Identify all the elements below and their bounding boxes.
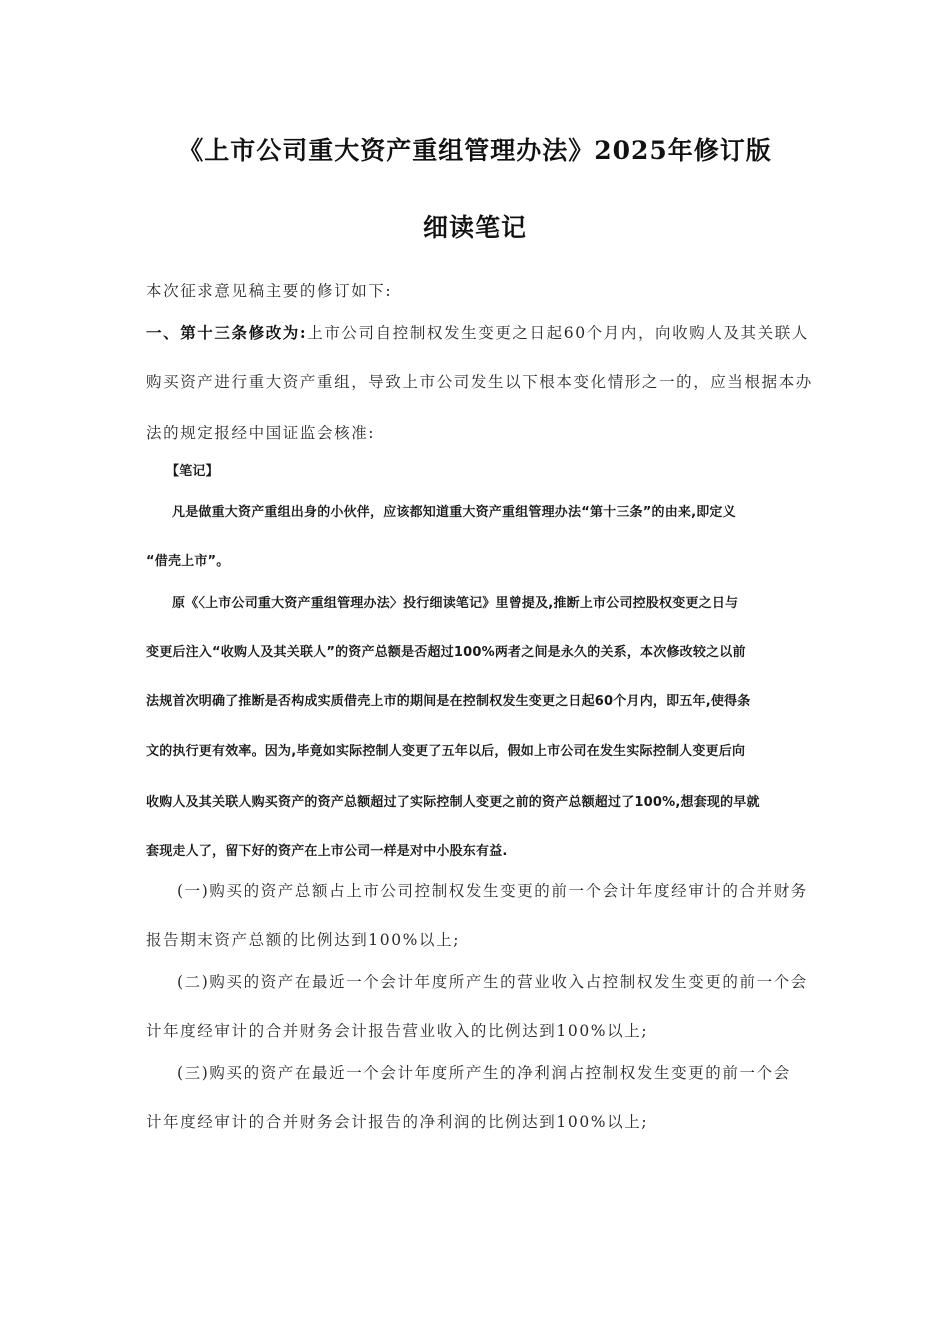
- intro-text: 本次征求意见稿主要的修订如下:: [146, 282, 393, 300]
- note-tag: 【笔记】: [166, 464, 219, 479]
- article-line-1: [146, 321, 809, 343]
- note-paragraph-2-line-6: 套现走人了，留下好的资产在上市公司一样是对中小股东有益.: [146, 844, 508, 859]
- note-paragraph-2-line-2: 变更后注入“收购人及其关联人”的资产总额是否超过100%两者之间是永久的关系，本次修改较之以前: [146, 645, 746, 660]
- document-subtitle: 细读笔记: [422, 213, 527, 242]
- list-item-2-line-1: (二)购买的资产在最近一个会计年度所产生的营业收入占控制权发生变更的前一个会: [177, 973, 808, 991]
- article-line-2: 购买资产进行重大资产重组，导致上市公司发生以下根本变化情形之一的，应当根据本办: [146, 373, 813, 391]
- list-item-1-line-2: 报告期末资产总额的比例达到100%以上;: [146, 931, 461, 949]
- list-item-3-line-2: 计年度经审计的合并财务会计报告的净利润的比例达到100%以上;: [146, 1113, 649, 1131]
- document-title: 《上市公司重大资产重组管理办法》2025年修订版: [178, 136, 772, 165]
- article-heading: 一、第十三条修改为:: [146, 323, 308, 342]
- article-line-3: 法的规定报经中国证监会核准:: [146, 424, 376, 442]
- list-item-1-line-1: (一)购买的资产总额占上市公司控制权发生变更的前一个会计年度经审计的合并财务: [177, 882, 808, 900]
- note-paragraph-2-line-3: 法规首次明确了推断是否构成实质借壳上市的期间是在控制权发生变更之日起60个月内，即五年,使得条: [146, 694, 751, 709]
- list-item-2-line-2: 计年度经审计的合并财务会计报告营业收入的比例达到100%以上;: [146, 1022, 649, 1040]
- note-paragraph-1-line-2: “借壳上市”。: [146, 554, 230, 569]
- note-paragraph-2-line-5: 收购人及其关联人购买资产的资产总额超过了实际控制人变更之前的资产总额超过了100%,想套现的早就: [146, 795, 760, 810]
- list-item-3-line-1: (三)购买的资产在最近一个会计年度所产生的净利润占控制权发生变更的前一个会: [177, 1064, 791, 1082]
- note-paragraph-1-line-1: 凡是做重大资产重组出身的小伙伴，应该都知道重大资产重组管理办法“第十三条”的由来,即定义: [172, 505, 736, 520]
- article-line-1-text: 上市公司自控制权发生变更之日起60个月内，向收购人及其关联人: [307, 324, 809, 342]
- note-paragraph-2-line-4: 文的执行更有效率。因为,毕竟如实际控制人变更了五年以后，假如上市公司在发生实际控制人变更后向: [146, 744, 746, 759]
- note-paragraph-2-line-1: 原《〈上市公司重大资产重组管理办法〉投行细读笔记》里曾提及,推断上市公司控股权变更之日与: [172, 596, 739, 611]
